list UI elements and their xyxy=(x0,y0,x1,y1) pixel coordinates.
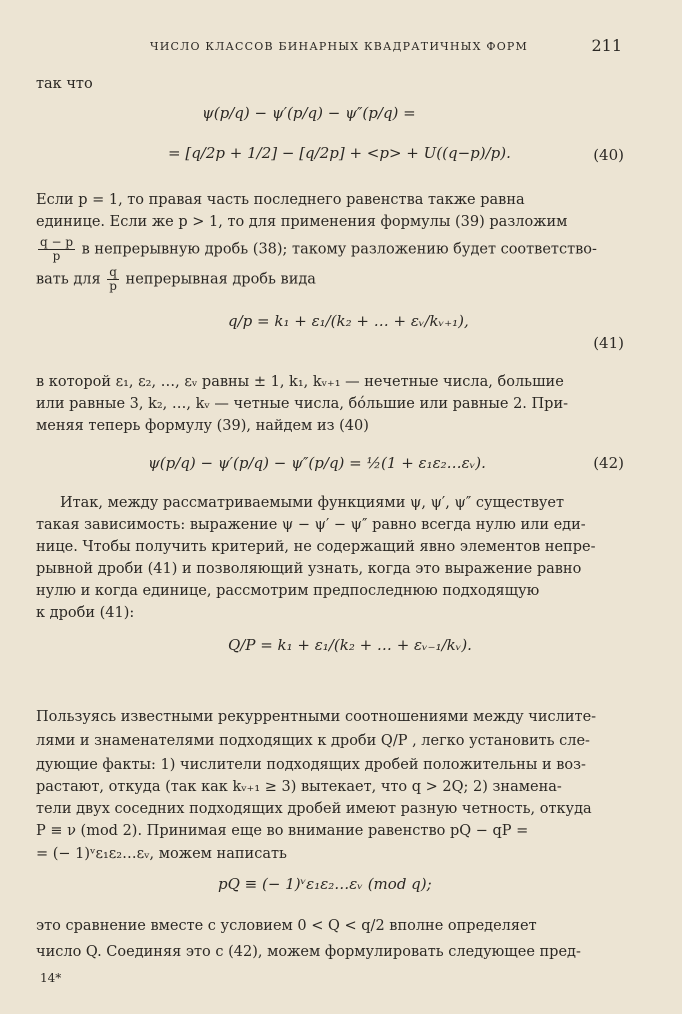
equation-congruence: pQ ≡ (− 1)ᵛε₁ε₂…εᵥ (mod q); xyxy=(218,875,432,893)
equation-41: q/p = k₁ + ε₁/(k₂ + … + εᵥ/kᵥ₊₁), xyxy=(228,312,469,330)
text-line-with-fraction xyxy=(36,266,316,293)
text-line: к дроби (41): xyxy=(36,605,135,621)
fraction-denominator: p xyxy=(52,249,61,263)
text-line: P ≡ ν (mod 2). Принимая еще во внимание равенство pQ − qP = xyxy=(36,823,529,839)
text-line: нице. Чтобы получить критерий, не содержащий явно элементов непре- xyxy=(36,539,596,555)
fraction-numerator: q − p xyxy=(40,235,74,249)
running-head xyxy=(0,36,682,62)
equation-40-line1: ψ(p/q) − ψ′(p/q) − ψ″(p/q) = xyxy=(202,104,416,122)
text-line: растают, откуда (так как kᵥ₊₁ ≥ 3) вытекает, что q > 2Q; 2) знамена- xyxy=(36,779,562,795)
text-line: так что xyxy=(36,76,93,92)
text-line: тели двух соседних подходящих дробей имеют разную четность, откуда xyxy=(36,801,592,817)
text-line: Если p = 1, то правая часть последнего равенства также равна xyxy=(36,192,525,208)
equation-42: ψ(p/q) − ψ′(p/q) − ψ″(p/q) = ½(1 + ε₁ε₂…εᵥ). xyxy=(148,454,486,472)
equation-number-42: (42) xyxy=(593,454,624,472)
fraction-denominator: p xyxy=(109,279,117,293)
text-line: Итак, между рассматриваемыми функциями ψ, ψ′, ψ″ существует xyxy=(60,495,564,511)
text-span: непрерывная дробь вида xyxy=(125,271,316,288)
text-line: рывной дроби (41) и позволяющий узнать, когда это выражение равно xyxy=(36,561,582,577)
text-line: меняя теперь формулу (39), найдем из (40) xyxy=(36,418,369,434)
equation-number-40: (40) xyxy=(593,146,624,164)
equation-number-41: (41) xyxy=(593,334,624,352)
page-number: 211 xyxy=(591,36,622,55)
text-line: лями и знаменателями подходящих к дроби Q/P , легко установить сле- xyxy=(36,733,590,749)
text-line: нулю и когда единице, рассмотрим предпоследнюю подходящую xyxy=(36,583,540,599)
fraction xyxy=(38,236,75,263)
equation-40-line2: = [q/2p + 1/2] − [q/2p] + <p> + U((q−p)/p). xyxy=(168,144,511,162)
text-line: это сравнение вместе с условием 0 < Q < q/2 вполне определяет xyxy=(36,918,537,934)
text-line: = (− 1)ᵛε₁ε₂…εᵥ, можем написать xyxy=(36,846,287,862)
signature-mark: 14* xyxy=(40,971,62,985)
fraction xyxy=(107,266,119,293)
running-title: ЧИСЛО КЛАССОВ БИНАРНЫХ КВАДРАТИЧНЫХ ФОРМ xyxy=(150,40,528,53)
text-line: Пользуясь известными рекуррентными соотношениями между числите- xyxy=(36,709,597,725)
text-line: дующие факты: 1) числители подходящих дробей положительны и воз- xyxy=(36,757,586,773)
text-line: в которой ε₁, ε₂, …, εᵥ равны ± 1, k₁, kᵥ₊₁ — нечетные числа, большие xyxy=(36,374,564,390)
text-line: число Q. Соединяя это с (42), можем формулировать следующее пред- xyxy=(36,944,581,960)
text-span: вать для xyxy=(36,271,101,288)
text-line: или равные 3, k₂, …, kᵥ — четные числа, бóльшие или равные 2. При- xyxy=(36,396,569,412)
text-line: единице. Если же p > 1, то для применения формулы (39) разложим xyxy=(36,214,568,230)
text-span: в непрерывную дробь (38); такому разложению будет соответство- xyxy=(81,241,597,258)
fraction-numerator: q xyxy=(109,265,117,279)
equation-convergent: Q/P = k₁ + ε₁/(k₂ + … + εᵥ₋₁/kᵥ). xyxy=(228,636,472,654)
text-line-with-fraction xyxy=(36,236,597,263)
text-line: такая зависимость: выражение ψ − ψ′ − ψ″ равно всегда нулю или еди- xyxy=(36,517,586,533)
